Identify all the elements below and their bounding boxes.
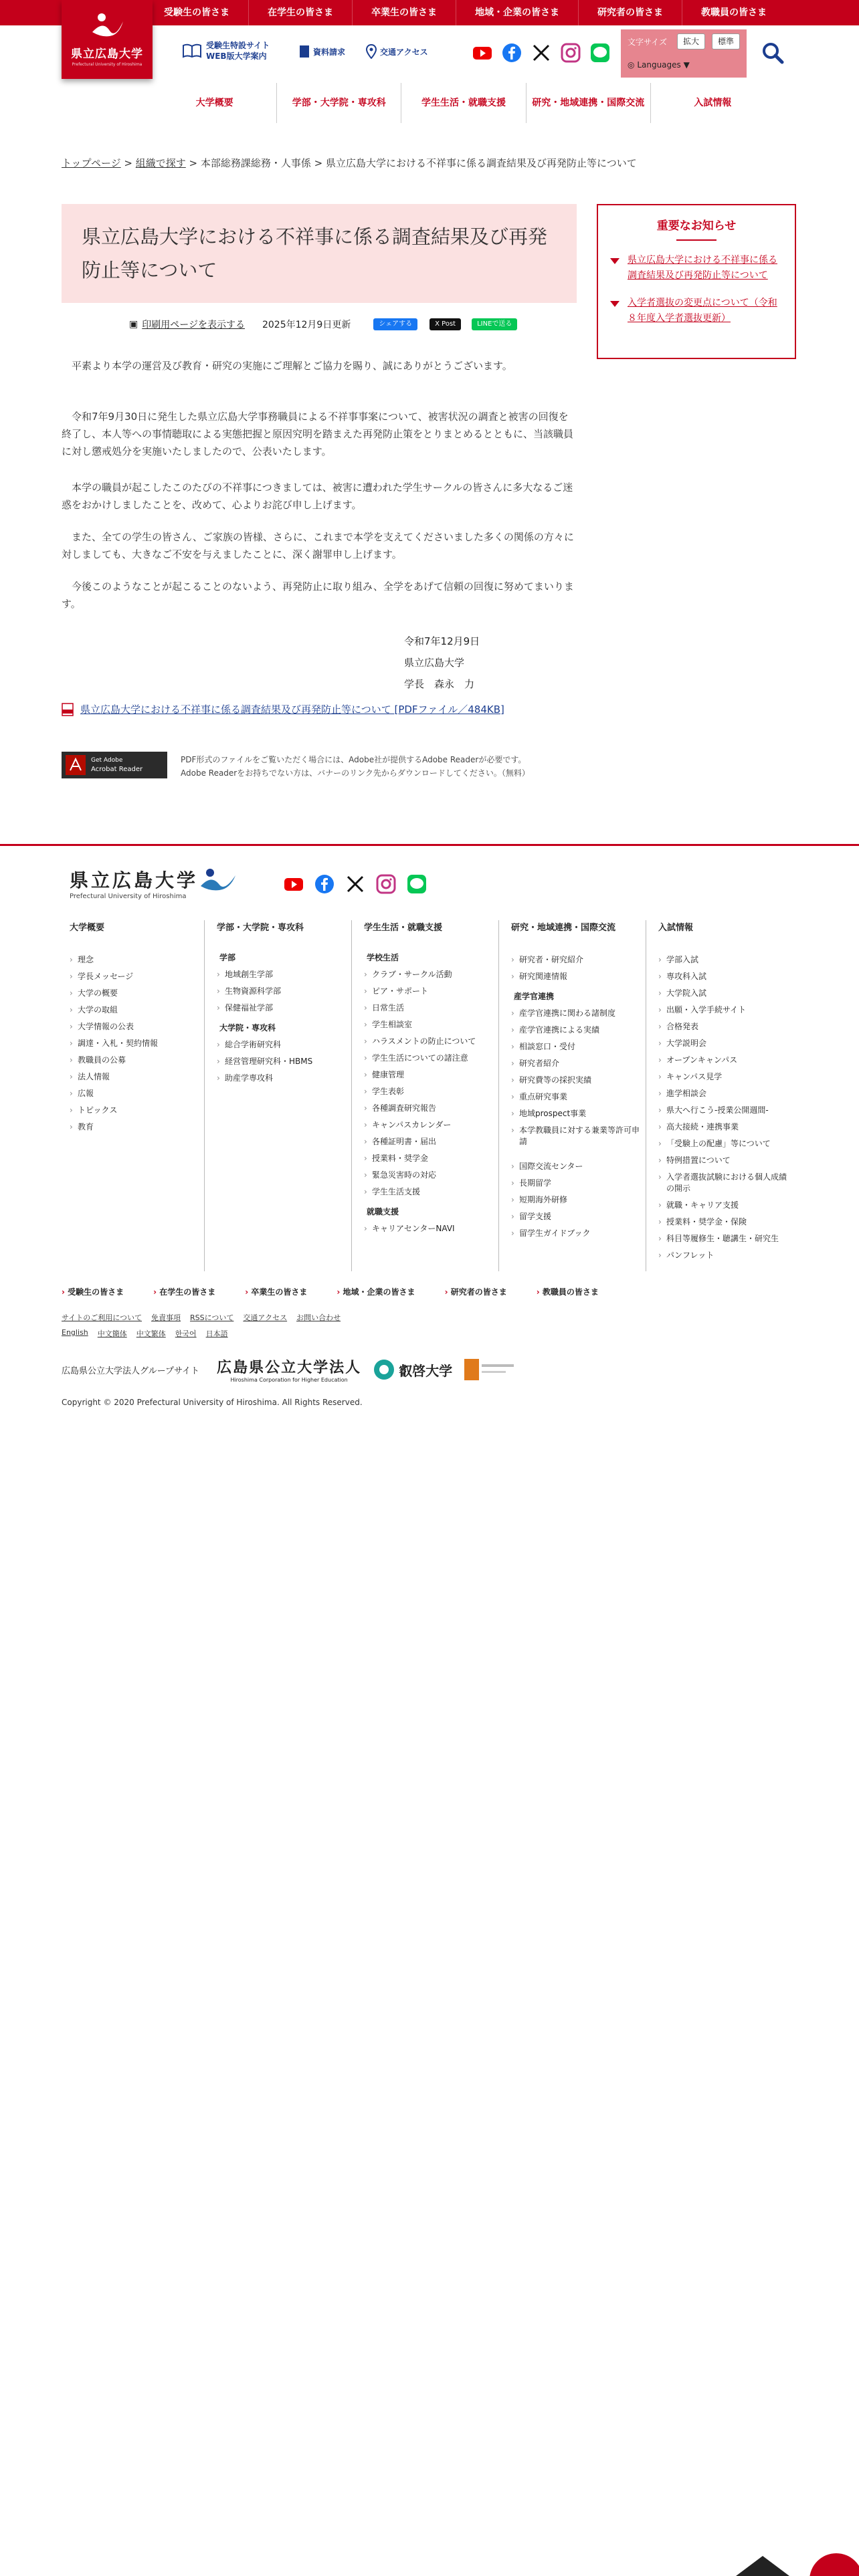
search-icon[interactable] bbox=[761, 41, 784, 64]
copyright: Copyright © 2020 Prefectural University of Hiroshima. All Rights Reserved. bbox=[62, 1398, 363, 1407]
main-nav-item[interactable]: 入試情報 bbox=[650, 83, 775, 123]
main-nav-item[interactable]: 学部・大学院・専攻科 bbox=[276, 83, 401, 123]
footer-link[interactable]: › 出願・入学手続サイト bbox=[658, 1002, 793, 1018]
article-meta bbox=[129, 318, 517, 331]
footer-link[interactable]: サイトのご利用について bbox=[62, 1313, 142, 1322]
footer-audience-link[interactable]: › 研究者の皆さま bbox=[445, 1286, 507, 1297]
footer-link[interactable]: › 授業料・奨学金・保険 bbox=[658, 1214, 793, 1230]
footer-link[interactable]: › 学生生活支援 bbox=[364, 1184, 498, 1200]
footer-link[interactable]: › 理念 bbox=[70, 952, 204, 968]
footer-audience-nav bbox=[62, 1286, 628, 1297]
footer-link[interactable]: 交通アクセス bbox=[243, 1313, 288, 1322]
footer-audience-link[interactable]: › 地域・企業の皆さま bbox=[337, 1286, 415, 1297]
adobe-note-line: Adobe Readerをお持ちでない方は、バナーのリンク先からダウンロードしてください。（無料） bbox=[181, 768, 530, 778]
access-label: 交通アクセス bbox=[380, 47, 428, 57]
footer-audience-link[interactable]: › 受験生の皆さま bbox=[62, 1286, 124, 1297]
logo-mark-icon bbox=[90, 12, 124, 39]
group-corp-name: 広島県公立大学法人 bbox=[217, 1360, 362, 1376]
sign-org: 県立広島大学 bbox=[404, 657, 465, 669]
languages-dropdown[interactable] bbox=[628, 60, 690, 70]
footer-link[interactable]: › 国際交流センター bbox=[511, 1158, 646, 1175]
audience-link[interactable]: 教職員の皆さま bbox=[682, 0, 785, 25]
print-link[interactable]: 印刷用ページを表示する bbox=[142, 320, 245, 330]
footer-link[interactable]: › 本学教職員に対する兼業等許可申請 bbox=[511, 1122, 646, 1150]
footer-logo-subtext: Prefectural University of Hiroshima bbox=[70, 893, 187, 900]
footer-link[interactable]: › 研究者・研究紹介 bbox=[511, 952, 646, 968]
page-title: 県立広島大学における不祥事に係る調査結果及び再発防止等について bbox=[82, 225, 548, 282]
footer-utility-links bbox=[62, 1312, 341, 1323]
x-icon[interactable] bbox=[345, 874, 365, 894]
main-nav-item[interactable]: 研究・地域連携・国際交流 bbox=[526, 83, 650, 123]
adobe-note bbox=[181, 753, 530, 780]
font-size-panel bbox=[621, 29, 747, 78]
footer-col-title[interactable]: 入試情報 bbox=[658, 923, 694, 933]
group-sites bbox=[62, 1356, 516, 1383]
eikei-logo[interactable] bbox=[373, 1359, 452, 1380]
line-icon[interactable] bbox=[407, 874, 427, 894]
footer-link[interactable]: › 各種調査研究報告 bbox=[364, 1100, 498, 1117]
footer-link[interactable]: › 専攻科入試 bbox=[658, 968, 793, 985]
group-label: 広島県公立大学法人グループサイト bbox=[62, 1366, 200, 1376]
footer-logo[interactable] bbox=[70, 866, 238, 900]
globe-icon: ◎ bbox=[628, 60, 635, 70]
footer-link[interactable]: › 学生生活についての諸注意 bbox=[364, 1050, 498, 1067]
group-corp-logo[interactable] bbox=[217, 1356, 361, 1383]
footer-link[interactable]: › 学生相談室 bbox=[364, 1016, 498, 1033]
map-pin-icon bbox=[365, 44, 377, 59]
footer-link[interactable]: › 総合学術研究科 bbox=[217, 1037, 351, 1053]
footer-link[interactable]: › ピア・サポート bbox=[364, 983, 498, 1000]
footer-link[interactable]: › 高大接続・連携事業 bbox=[658, 1119, 793, 1136]
language-link[interactable]: 中文繁体 bbox=[136, 1329, 166, 1338]
footer-audience-link[interactable]: › 教職員の皆さま bbox=[537, 1286, 599, 1297]
footer-subheading: 就職支援 bbox=[367, 1207, 399, 1216]
footer-subheading: 産学官連携 bbox=[514, 992, 555, 1001]
footer-link[interactable]: › 就職・キャリア支援 bbox=[658, 1197, 793, 1214]
eikei-name: 叡啓大学 bbox=[399, 1362, 453, 1379]
footer-link[interactable]: › キャンパス見学 bbox=[658, 1069, 793, 1085]
footer-link[interactable]: › 相談窓口・受付 bbox=[511, 1039, 646, 1055]
footer-link[interactable]: › 合格発表 bbox=[658, 1018, 793, 1035]
footer-link[interactable]: › 進学相談会 bbox=[658, 1085, 793, 1102]
paragraph: 平素より本学の運営及び教育・研究の実施にご理解とご協力を賜り、誠にありがとうございます。 bbox=[72, 360, 512, 372]
footer-link[interactable]: › 研究者紹介 bbox=[511, 1055, 646, 1072]
decorative-corner-graphic bbox=[736, 2548, 859, 2576]
notice-link[interactable]: 県立広島大学における不祥事に係る調査結果及び再発防止等について bbox=[628, 255, 777, 281]
footer-link[interactable]: › キャリアセンターNAVI bbox=[364, 1220, 498, 1237]
footer-link[interactable]: › 「受験上の配慮」等について bbox=[658, 1136, 793, 1152]
paragraph: 本学の職員が起こしたこのたびの不祥事につきましては、被害に遭われた学生サークルの皆さんに多大なるご迷惑をおかけしましたことを、改めて、心よりお詫び申し上げます。 bbox=[62, 481, 573, 511]
site-logo[interactable] bbox=[62, 0, 153, 79]
footer-link[interactable]: › 調達・入札・契約情報 bbox=[70, 1035, 204, 1052]
footer-link[interactable]: お問い合わせ bbox=[296, 1313, 341, 1322]
chevron-down-icon: ▼ bbox=[683, 60, 690, 70]
footer-link[interactable]: › 生物資源科学部 bbox=[217, 983, 351, 1000]
access-link[interactable] bbox=[365, 44, 428, 59]
footer-link[interactable]: › 教職員の公募 bbox=[70, 1052, 204, 1069]
footer-col-admission bbox=[650, 920, 793, 1271]
line-share-button[interactable]: LINEで送る bbox=[472, 318, 517, 330]
footer-link[interactable]: › 大学の概要 bbox=[70, 985, 204, 1002]
font-large-button[interactable]: 拡大 bbox=[677, 33, 705, 49]
footer-link[interactable]: › 大学情報の公表 bbox=[70, 1018, 204, 1035]
footer-subheading: 学部 bbox=[219, 953, 236, 962]
audience-link[interactable]: 卒業生の皆さま bbox=[352, 0, 456, 25]
footer-audience-link[interactable]: › 在学生の皆さま bbox=[153, 1286, 215, 1297]
footer-link[interactable]: › 助産学専攻科 bbox=[217, 1070, 351, 1087]
triangle-icon bbox=[610, 258, 619, 264]
footer-link[interactable]: › 研究関連情報 bbox=[511, 968, 646, 985]
logo-subtext: Prefectural University of Hiroshima bbox=[72, 62, 142, 67]
youtube-icon[interactable] bbox=[284, 874, 304, 894]
document-icon bbox=[298, 44, 310, 59]
exam-site-link[interactable] bbox=[182, 40, 270, 62]
footer-logo-text: 県立広島大学 bbox=[70, 869, 199, 891]
footer-link[interactable]: › 大学院入試 bbox=[658, 985, 793, 1002]
audience-link[interactable]: 在学生の皆さま bbox=[248, 0, 352, 25]
footer-link[interactable]: › 保健福祉学部 bbox=[217, 1000, 351, 1016]
footer-link[interactable]: › 学部入試 bbox=[658, 952, 793, 968]
footer-link[interactable]: › 重点研究事業 bbox=[511, 1089, 646, 1105]
footer-subheading: 大学院・専攻科 bbox=[219, 1023, 276, 1033]
footer-audience-link[interactable]: › 卒業生の皆さま bbox=[245, 1286, 307, 1297]
exam-site-line1: 受験生特設サイト bbox=[206, 41, 270, 50]
adobe-reader-banner[interactable] bbox=[62, 752, 167, 778]
footer-link[interactable]: › ハラスメントの防止について bbox=[364, 1033, 498, 1050]
paragraph: 今後このようなことが起こることのないよう、再発防止に取り組み、全学をあげて信頼の回復に努めてまいります。 bbox=[62, 580, 574, 610]
footer-link[interactable]: › キャンパスカレンダー bbox=[364, 1117, 498, 1134]
font-standard-button[interactable]: 標準 bbox=[712, 33, 740, 49]
footer-link[interactable]: › 県大へ行こう-授業公開週間- bbox=[658, 1102, 793, 1119]
notice-title: 重要なお知らせ bbox=[656, 219, 737, 233]
group-corp-sub: Hiroshima Corporation for Higher Education bbox=[230, 1377, 348, 1383]
audience-link[interactable]: 受験生の皆さま bbox=[164, 7, 229, 18]
footer-col-research bbox=[503, 920, 646, 1271]
footer-link[interactable]: › 特例措置について bbox=[658, 1152, 793, 1169]
footer-link[interactable]: › 経営管理研究科・HBMS bbox=[217, 1053, 351, 1070]
exam-site-line2: WEB版大学案内 bbox=[206, 51, 267, 61]
sign-president: 学長 森永 力 bbox=[404, 678, 475, 690]
pdf-link-label: 県立広島大学における不祥事に係る調査結果及び再発防止等について [PDFファイル／484KB] bbox=[80, 704, 504, 716]
title-box bbox=[62, 204, 577, 303]
footer-language-links bbox=[62, 1328, 228, 1339]
logo-text: 県立広島大学 bbox=[71, 47, 143, 61]
triangle-icon bbox=[610, 301, 619, 307]
footer-link[interactable]: › 学長メッセージ bbox=[70, 968, 204, 985]
footer-link[interactable]: › 法人情報 bbox=[70, 1069, 204, 1085]
printer-icon: ▣ bbox=[129, 319, 138, 330]
paragraph: また、全ての学生の皆さん、ご家族の皆様、さらに、これまで本学を支えてくださいました多くの関係の方々に対しましても、大きなご不安を与えましたことに、深く謝罪申し上げます。 bbox=[62, 531, 574, 560]
breadcrumb-org[interactable]: 組織で探す bbox=[135, 157, 186, 169]
facebook-icon[interactable] bbox=[314, 874, 335, 894]
book-icon bbox=[182, 43, 202, 59]
notice-divider bbox=[676, 239, 717, 241]
footer-link[interactable]: RSSについて bbox=[190, 1313, 234, 1322]
footer-subheading: 学校生活 bbox=[367, 953, 399, 962]
paragraph: 令和7年9月30日に発生した県立広島大学事務職員による不祥事事案について、被害状況の調査と被害の回復を終了し、本人等への事情聴取による実態把握と原因究明を踏まえた再発防止策をとりまとめるとともに、当該職員に対し懲戒処分を実施いたしましたので、公表いたします。 bbox=[62, 411, 574, 457]
request-link[interactable] bbox=[298, 44, 345, 59]
breadcrumb-home[interactable]: トップページ bbox=[62, 157, 121, 169]
audience-nav bbox=[164, 0, 785, 25]
footer-link[interactable]: 免責事項 bbox=[151, 1313, 181, 1322]
footer-link[interactable]: › 学生表彰 bbox=[364, 1083, 498, 1100]
breadcrumb: トップページ > 組織で探す > 本部総務課総務・人事係 > 県立広島大学における不祥事に係る調査結果及び再発防止等について bbox=[62, 157, 637, 169]
footer-link[interactable]: › 短期海外研修 bbox=[511, 1192, 646, 1208]
instagram-icon[interactable] bbox=[561, 43, 581, 63]
facebook-icon[interactable] bbox=[502, 43, 522, 63]
footer-link[interactable]: › 大学説明会 bbox=[658, 1035, 793, 1052]
pdf-link[interactable] bbox=[62, 702, 504, 716]
footer-link[interactable]: › 研究費等の採択実績 bbox=[511, 1072, 646, 1089]
youtube-icon[interactable] bbox=[472, 43, 492, 63]
footer-col-title[interactable]: 学部・大学院・専攻科 bbox=[217, 923, 304, 933]
footer-link[interactable]: › 留学支援 bbox=[511, 1208, 646, 1225]
main-nav-item[interactable]: 学生生活・就職支援 bbox=[401, 83, 525, 123]
footer-link[interactable]: › 産学官連携による実績 bbox=[511, 1022, 646, 1039]
instagram-icon[interactable] bbox=[376, 874, 396, 894]
audience-link[interactable]: 研究者の皆さま bbox=[578, 0, 682, 25]
footer-col-title[interactable]: 研究・地域連携・国際交流 bbox=[511, 923, 616, 933]
footer-link[interactable]: › 科目等履修生・聴講生・研究生 bbox=[658, 1230, 793, 1247]
footer-link[interactable]: › 授業料・奨学金 bbox=[364, 1150, 498, 1167]
signature bbox=[404, 631, 480, 695]
updated-date: 2025年12月9日更新 bbox=[262, 320, 351, 330]
breadcrumb-current: 県立広島大学における不祥事に係る調査結果及び再発防止等について bbox=[326, 157, 637, 169]
logo-mark-icon bbox=[198, 866, 238, 893]
language-link[interactable]: 日本語 bbox=[205, 1329, 228, 1338]
footer-link[interactable]: › 長期留学 bbox=[511, 1175, 646, 1192]
footer-link[interactable]: › 健康管理 bbox=[364, 1067, 498, 1083]
notice-item[interactable] bbox=[598, 253, 795, 284]
main-nav bbox=[153, 83, 775, 123]
language-link[interactable]: 한국어 bbox=[175, 1329, 197, 1338]
footer-col-about bbox=[62, 920, 205, 1271]
request-label: 資料請求 bbox=[313, 47, 346, 57]
x-post-button[interactable]: X Post bbox=[430, 318, 461, 330]
footer-link[interactable]: › クラブ・サークル活動 bbox=[364, 966, 498, 983]
footer-col-faculty bbox=[209, 920, 352, 1271]
footer-col-title[interactable]: 大学概要 bbox=[70, 923, 105, 933]
notice-link[interactable]: 入学者選抜の変更点について（令和８年度入学者選抜更新） bbox=[628, 298, 777, 324]
footer-link[interactable]: › 各種証明書・届出 bbox=[364, 1134, 498, 1150]
pdf-icon bbox=[62, 703, 74, 716]
footer-col-student bbox=[356, 920, 499, 1271]
footer-link[interactable]: › 日常生活 bbox=[364, 1000, 498, 1016]
footer-col-title[interactable]: 学生生活・就職支援 bbox=[364, 923, 443, 933]
x-icon[interactable] bbox=[531, 43, 551, 63]
adobe-badge-line2: Acrobat Reader bbox=[91, 766, 143, 773]
footer-link[interactable]: › パンフレット bbox=[658, 1247, 793, 1264]
languages-label: Languages bbox=[637, 60, 681, 70]
footer-link[interactable]: › 地域創生学部 bbox=[217, 966, 351, 983]
footer-link[interactable]: › オープンキャンパス bbox=[658, 1052, 793, 1069]
header-sns bbox=[472, 43, 610, 63]
audience-link[interactable]: 地域・企業の皆さま bbox=[456, 0, 578, 25]
footer-link[interactable]: › 留学生ガイドブック bbox=[511, 1225, 646, 1242]
notice-item[interactable] bbox=[598, 296, 795, 326]
acrobat-icon bbox=[66, 755, 86, 775]
footer-link[interactable]: › トピックス bbox=[70, 1102, 204, 1119]
footer-link[interactable]: › 地域prospect事業 bbox=[511, 1105, 646, 1122]
footer-link[interactable]: › 教育 bbox=[70, 1119, 204, 1136]
language-link[interactable]: 中文簡体 bbox=[97, 1329, 127, 1338]
line-icon[interactable] bbox=[590, 43, 610, 63]
footer-link[interactable]: › 産学官連携に関わる諸制度 bbox=[511, 1005, 646, 1022]
footer-divider bbox=[0, 844, 859, 846]
eikei-mark-icon bbox=[373, 1359, 395, 1380]
sign-date: 令和7年12月9日 bbox=[404, 635, 480, 647]
footer-link[interactable]: › 緊急災害時の対応 bbox=[364, 1167, 498, 1184]
footer-sns bbox=[284, 874, 427, 894]
partner-logo-icon[interactable] bbox=[463, 1358, 516, 1382]
footer-link[interactable]: › 入学者選抜試験における個人成績の開示 bbox=[658, 1169, 793, 1197]
adobe-badge-line1: Get Adobe bbox=[91, 757, 123, 764]
important-notice-box bbox=[597, 204, 796, 359]
breadcrumb-dept: 本部総務課総務・人事係 bbox=[200, 157, 311, 169]
facebook-share-button[interactable]: シェアする bbox=[373, 318, 417, 330]
main-nav-item[interactable]: 大学概要 bbox=[195, 98, 233, 108]
adobe-note-line: PDF形式のファイルをご覧いただく場合には、Adobe社が提供するAdobe Readerが必要です。 bbox=[181, 755, 527, 764]
footer-link[interactable]: › 大学の取組 bbox=[70, 1002, 204, 1018]
font-size-label: 文字サイズ bbox=[628, 37, 668, 47]
footer-link[interactable]: › 広報 bbox=[70, 1085, 204, 1102]
language-link[interactable]: English bbox=[62, 1328, 88, 1337]
